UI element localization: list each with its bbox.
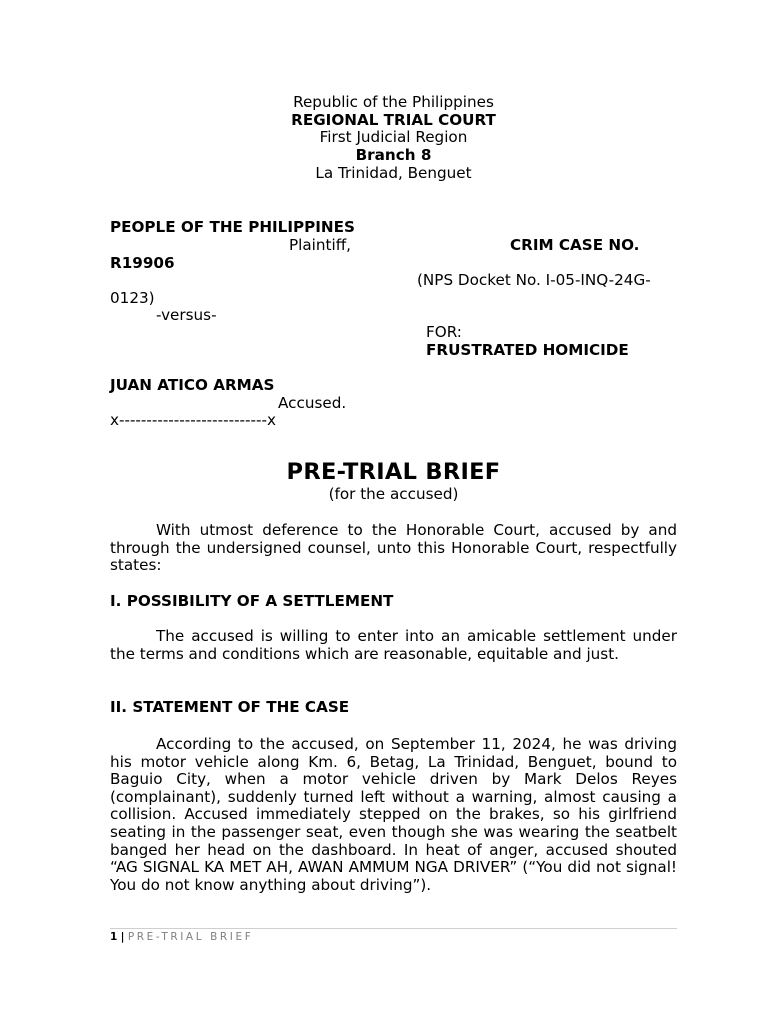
case-no-value: R19906 [110, 254, 175, 272]
header-region: First Judicial Region [319, 128, 468, 146]
accused-role: Accused. [278, 394, 347, 412]
caption-separator: x---------------------------x [110, 411, 276, 429]
for-label: FOR: [426, 323, 462, 341]
header-location: La Trinidad, Benguet [315, 164, 472, 182]
plaintiff-role: Plaintiff, [289, 236, 351, 254]
footer-divider [110, 928, 677, 929]
document-subtitle: (for the accused) [328, 485, 459, 503]
docket-number-cont: 0123) [110, 289, 155, 307]
docket-number: (NPS Docket No. I-05-INQ-24G- [417, 271, 651, 289]
header-branch: Branch 8 [355, 146, 432, 164]
intro-paragraph: With utmost deference to the Honorable Court, accused by and through the undersigned counsel, unto this Honorable Court, respectfully states: [110, 521, 677, 575]
section-body-statement: According to the accused, on September 11, 2024, he was driving his motor vehicle along Km. 6, Betag, La Trinidad, Benguet, bound to Baguio City, when a motor vehicle driven by Mark Delos Reyes (complainant), suddenly turned left without a warning, almost causing a collision. Accused immediately stepped on the brakes, so his girlfriend seating in the passenger seat, even though she was wearing the seatbelt banged her head on the dashboard. In heat of anger, accused shouted “AG SIGNAL KA MET AH, AWAN AMMUM NGA DRIVER” (“You did not signal! You do not know anything about driving”). [110, 735, 677, 894]
case-no-label: CRIM CASE NO. [510, 236, 640, 254]
section-body-settlement: The accused is willing to enter into an amicable settlement under the terms and conditions which are reasonable, equitable and just. [110, 627, 677, 663]
footer-label: PRE-TRIAL BRIEF [127, 931, 254, 943]
section-heading-settlement: I. POSSIBILITY OF A SETTLEMENT [110, 592, 394, 610]
page-number: 1 [110, 931, 118, 943]
header-court: REGIONAL TRIAL COURT [291, 111, 496, 129]
header-republic: Republic of the Philippines [293, 93, 494, 111]
offense-label: FRUSTRATED HOMICIDE [426, 341, 629, 359]
page-footer [110, 931, 253, 943]
accused-name: JUAN ATICO ARMAS [110, 376, 275, 394]
plaintiff-name: PEOPLE OF THE PHILIPPINES [110, 218, 355, 236]
versus-label: -versus- [156, 306, 217, 324]
section-heading-statement: II. STATEMENT OF THE CASE [110, 698, 350, 716]
footer-separator: | [120, 931, 125, 943]
document-title: PRE-TRIAL BRIEF [286, 459, 501, 485]
